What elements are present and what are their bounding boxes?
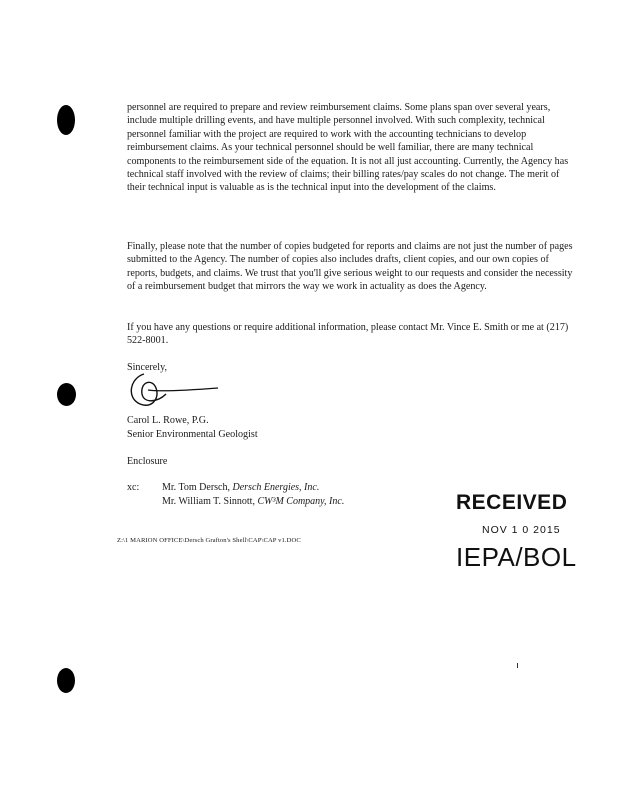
cc-recipient-1 <box>162 482 319 494</box>
cc-label: xc: <box>127 482 140 493</box>
cc-recipient-2 <box>162 496 344 508</box>
cc-recipient-1-name: Mr. Tom Dersch, <box>162 482 233 493</box>
body-paragraph-1: personnel are required to prepare and review reimbursement claims. Some plans span over several years, include multiple drilling events, and have multiple personnel involved. With such complexity, technical personnel familiar with the project are required to work with the accounting technicians to develop reimbursement claims. As your technical personnel should be well familiar, there are many technical components to the reimbursement side of the equation. It is not all just accounting. Currently, the Agency has technical staff involved with the review of claims; their billing rates/pay scales do not change. The merit of their technical input is valuable as is the technical input into the development of the claims. <box>127 102 569 194</box>
received-stamp-status: RECEIVED <box>456 491 568 514</box>
cc-recipient-2-name: Mr. William T. Sinnott, <box>162 496 258 507</box>
punch-hole-middle <box>57 383 76 406</box>
cc-recipient-1-company: Dersch Energies, Inc. <box>232 482 320 493</box>
punch-hole-bottom <box>57 668 75 693</box>
cc-recipient-2-company: CW³M Company, Inc. <box>257 496 345 507</box>
signer-name: Carol L. Rowe, P.G. <box>127 415 209 426</box>
closing-salutation: Sincerely, <box>127 362 167 373</box>
body-paragraph-2: Finally, please note that the number of copies budgeted for reports and claims are not just the number of pages submitted to the Agency. The number of copies also includes drafts, client copies, and our own copies of reports, budgets, and claims. We trust that you'll give serious weight to our requests and consider the necessity of a reimbursement budget that mirrors the way we work in actuality as does the Agency. <box>127 241 573 293</box>
body-paragraph-3: If you have any questions or require additional information, please contact Mr. Vince E. Smith or me at (217) 522-8001. <box>127 322 569 347</box>
scan-mark <box>517 663 518 668</box>
punch-hole-top <box>57 105 75 135</box>
received-stamp-date: NOV 1 0 2015 <box>482 524 561 536</box>
signer-title: Senior Environmental Geologist <box>127 429 258 440</box>
signature <box>122 368 222 412</box>
received-stamp-office: IEPA/BOL <box>456 542 577 572</box>
file-path-footer: Z:\1 MARION OFFICE\Dersch Grafton's Shell\CAP\CAP v1.DOC <box>117 537 301 544</box>
enclosure-note: Enclosure <box>127 456 168 467</box>
